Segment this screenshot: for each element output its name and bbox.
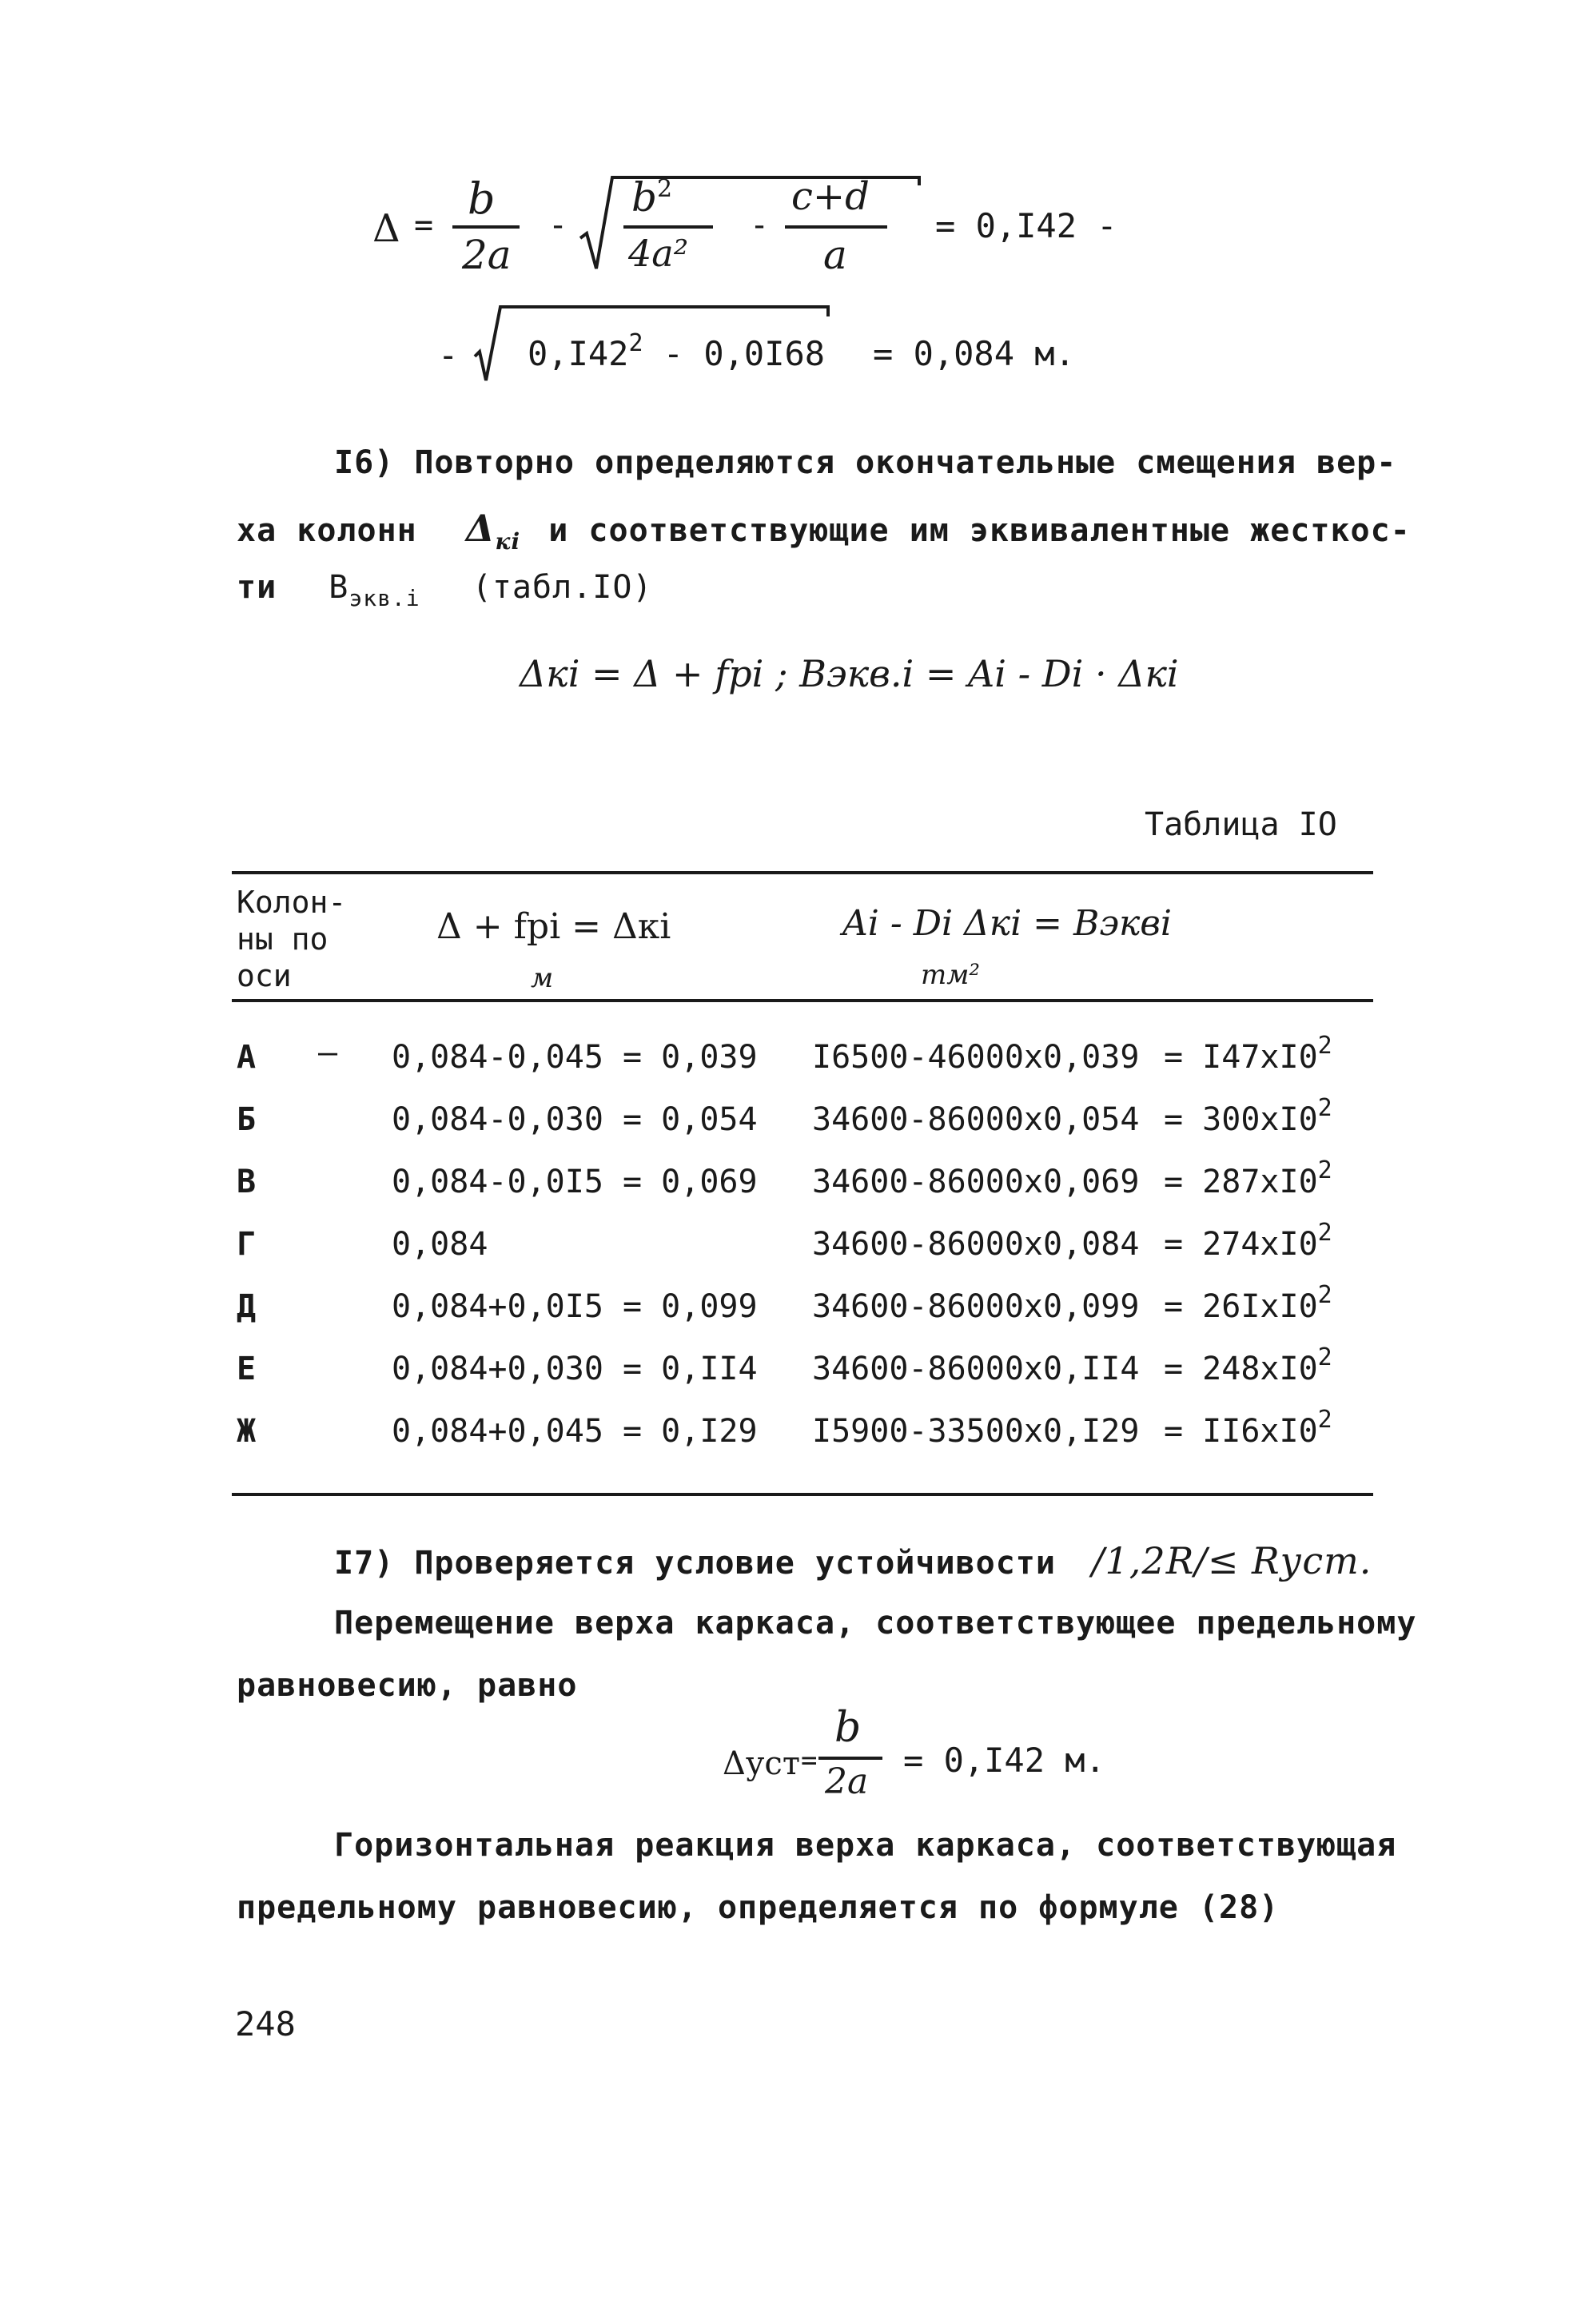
fraction-bar: [623, 225, 713, 229]
stiffness-value: = $248xI0^2$: [1164, 1343, 1332, 1387]
fraction-numerator: b: [834, 1704, 862, 1752]
stiffness-expr: I5900-33500x0,I29: [812, 1413, 1140, 1450]
header-col-3-unit: тм²: [921, 959, 981, 991]
stiffness-expr: 34600-86000x0,II4: [812, 1351, 1140, 1387]
stiffness-expr: 34600-86000x0,054: [812, 1101, 1140, 1138]
stiffness-expr: I6500-46000x0,039: [812, 1039, 1140, 1076]
delta-ust: Δуст: [723, 1745, 800, 1782]
fraction-numerator: b: [468, 173, 496, 224]
stiffness-value: = $274xI0^2$: [1164, 1219, 1332, 1263]
axis-label: А: [237, 1039, 257, 1076]
stiffness-expr: 34600-86000x0,099: [812, 1288, 1140, 1325]
axis-label: Д: [237, 1288, 257, 1325]
stiffness-value: = $II6xI0^2$: [1164, 1406, 1332, 1450]
axis-label: Г: [237, 1226, 257, 1263]
fraction-denominator: 2a: [825, 1761, 869, 1802]
stiffness-expr: 34600-86000x0,084: [812, 1226, 1140, 1263]
axis-label: Ж: [237, 1413, 257, 1450]
delta-value: 0,084+0,030 = 0,II4: [392, 1351, 758, 1387]
formula-2: [0, 296, 1589, 384]
formula-result: = 0,084 м.: [873, 334, 1075, 373]
formula-3: Δкi = Δ + fрi ; Bэкв.i = Ai - Di · Δкi: [520, 652, 1179, 695]
table-bottom-rule: [232, 1493, 1373, 1496]
delta-symbol: Δ: [372, 206, 400, 251]
formula-result: = 0,I42 -: [935, 206, 1117, 245]
fraction-denominator: 2a: [462, 232, 512, 278]
header-col-2-formula: Δ + fрi = Δкi: [436, 906, 671, 947]
stiffness-value: = $I47xI0^2$: [1164, 1032, 1332, 1076]
stiffness-symbol: $В_{экв.i}$: [329, 569, 420, 611]
paragraph-17-line-1: I7) Проверяется условие устойчивости /1,2R/≤ Rуст.: [334, 1539, 1372, 1582]
delta-value: 0,084: [392, 1226, 488, 1263]
paragraph-16-line-3: ти $В_{экв.i}$ (табл.IO): [237, 569, 653, 611]
table-caption: Таблица IO: [1145, 806, 1337, 843]
stability-condition: /1,2R/≤ Rуст.: [1092, 1539, 1372, 1582]
table-header-rule: [232, 999, 1373, 1002]
paragraph-17-line-2: Перемещение верха каркаса, соответствующее предельному: [334, 1605, 1417, 1642]
radicand: $0,I42^2 - 0,0I68$: [528, 329, 826, 373]
minus-sign: -: [548, 207, 568, 244]
stiffness-value: = $287xI0^2$: [1164, 1156, 1332, 1200]
paragraph-16-line-2: ха колонн $\Delta_{кi}$ и соответствующие им эквивалентные жесткос-: [237, 507, 1411, 555]
fraction-bar: [785, 225, 887, 229]
header-col-2-unit: м: [531, 962, 554, 994]
minus-sign: -: [750, 207, 770, 244]
axis-label: В: [237, 1164, 257, 1200]
stiffness-value: = $26IxI0^2$: [1164, 1281, 1332, 1325]
radicand-num: $b^2$: [631, 174, 673, 221]
stiffness-expr: 34600-86000x0,069: [812, 1164, 1140, 1200]
radicand-den: 4a²: [628, 232, 689, 275]
radicand-num-2: c+d: [791, 174, 870, 219]
equals-sign: =: [801, 1745, 818, 1777]
radicand-den-2: a: [823, 232, 847, 278]
paragraph-17-line-3: равновесию, равно: [237, 1667, 578, 1704]
equals-sign: =: [414, 207, 434, 244]
delta-value: 0,084+0,045 = 0,I29: [392, 1413, 758, 1450]
header-col-3-formula: Ai - Di Δкi = Bэквi: [842, 903, 1172, 944]
axis-label: Б: [237, 1101, 257, 1138]
axis-label: Е: [237, 1351, 257, 1387]
minus-sign: -: [438, 336, 459, 375]
dash: —: [318, 1034, 338, 1071]
table-top-rule: [232, 871, 1373, 874]
paragraph-final-line-2: предельному равновесию, определяется по формуле (28): [237, 1889, 1280, 1926]
fraction-bar: [818, 1757, 882, 1760]
formula-1: [0, 0, 1589, 288]
formula-result: = 0,I42 м.: [903, 1741, 1105, 1780]
delta-value: 0,084-0,0I5 = 0,069: [392, 1164, 758, 1200]
delta-symbol: $\Delta_{кi}$: [465, 507, 521, 555]
page-number: 248: [235, 2004, 296, 2043]
header-col-1: Колон- ны по оси: [237, 885, 347, 993]
paragraph-final-line-1: Горизонтальная реакция верха каркаса, соответствующая: [334, 1827, 1397, 1864]
fraction-bar: [452, 225, 520, 229]
formula-4: [0, 1694, 1589, 1802]
delta-value: 0,084-0,030 = 0,054: [392, 1101, 758, 1138]
delta-value: 0,084-0,045 = 0,039: [392, 1039, 758, 1076]
delta-value: 0,084+0,0I5 = 0,099: [392, 1288, 758, 1325]
paragraph-16-line-1: I6) Повторно определяются окончательные смещения вер-: [334, 444, 1397, 481]
stiffness-value: = $300xI0^2$: [1164, 1094, 1332, 1138]
